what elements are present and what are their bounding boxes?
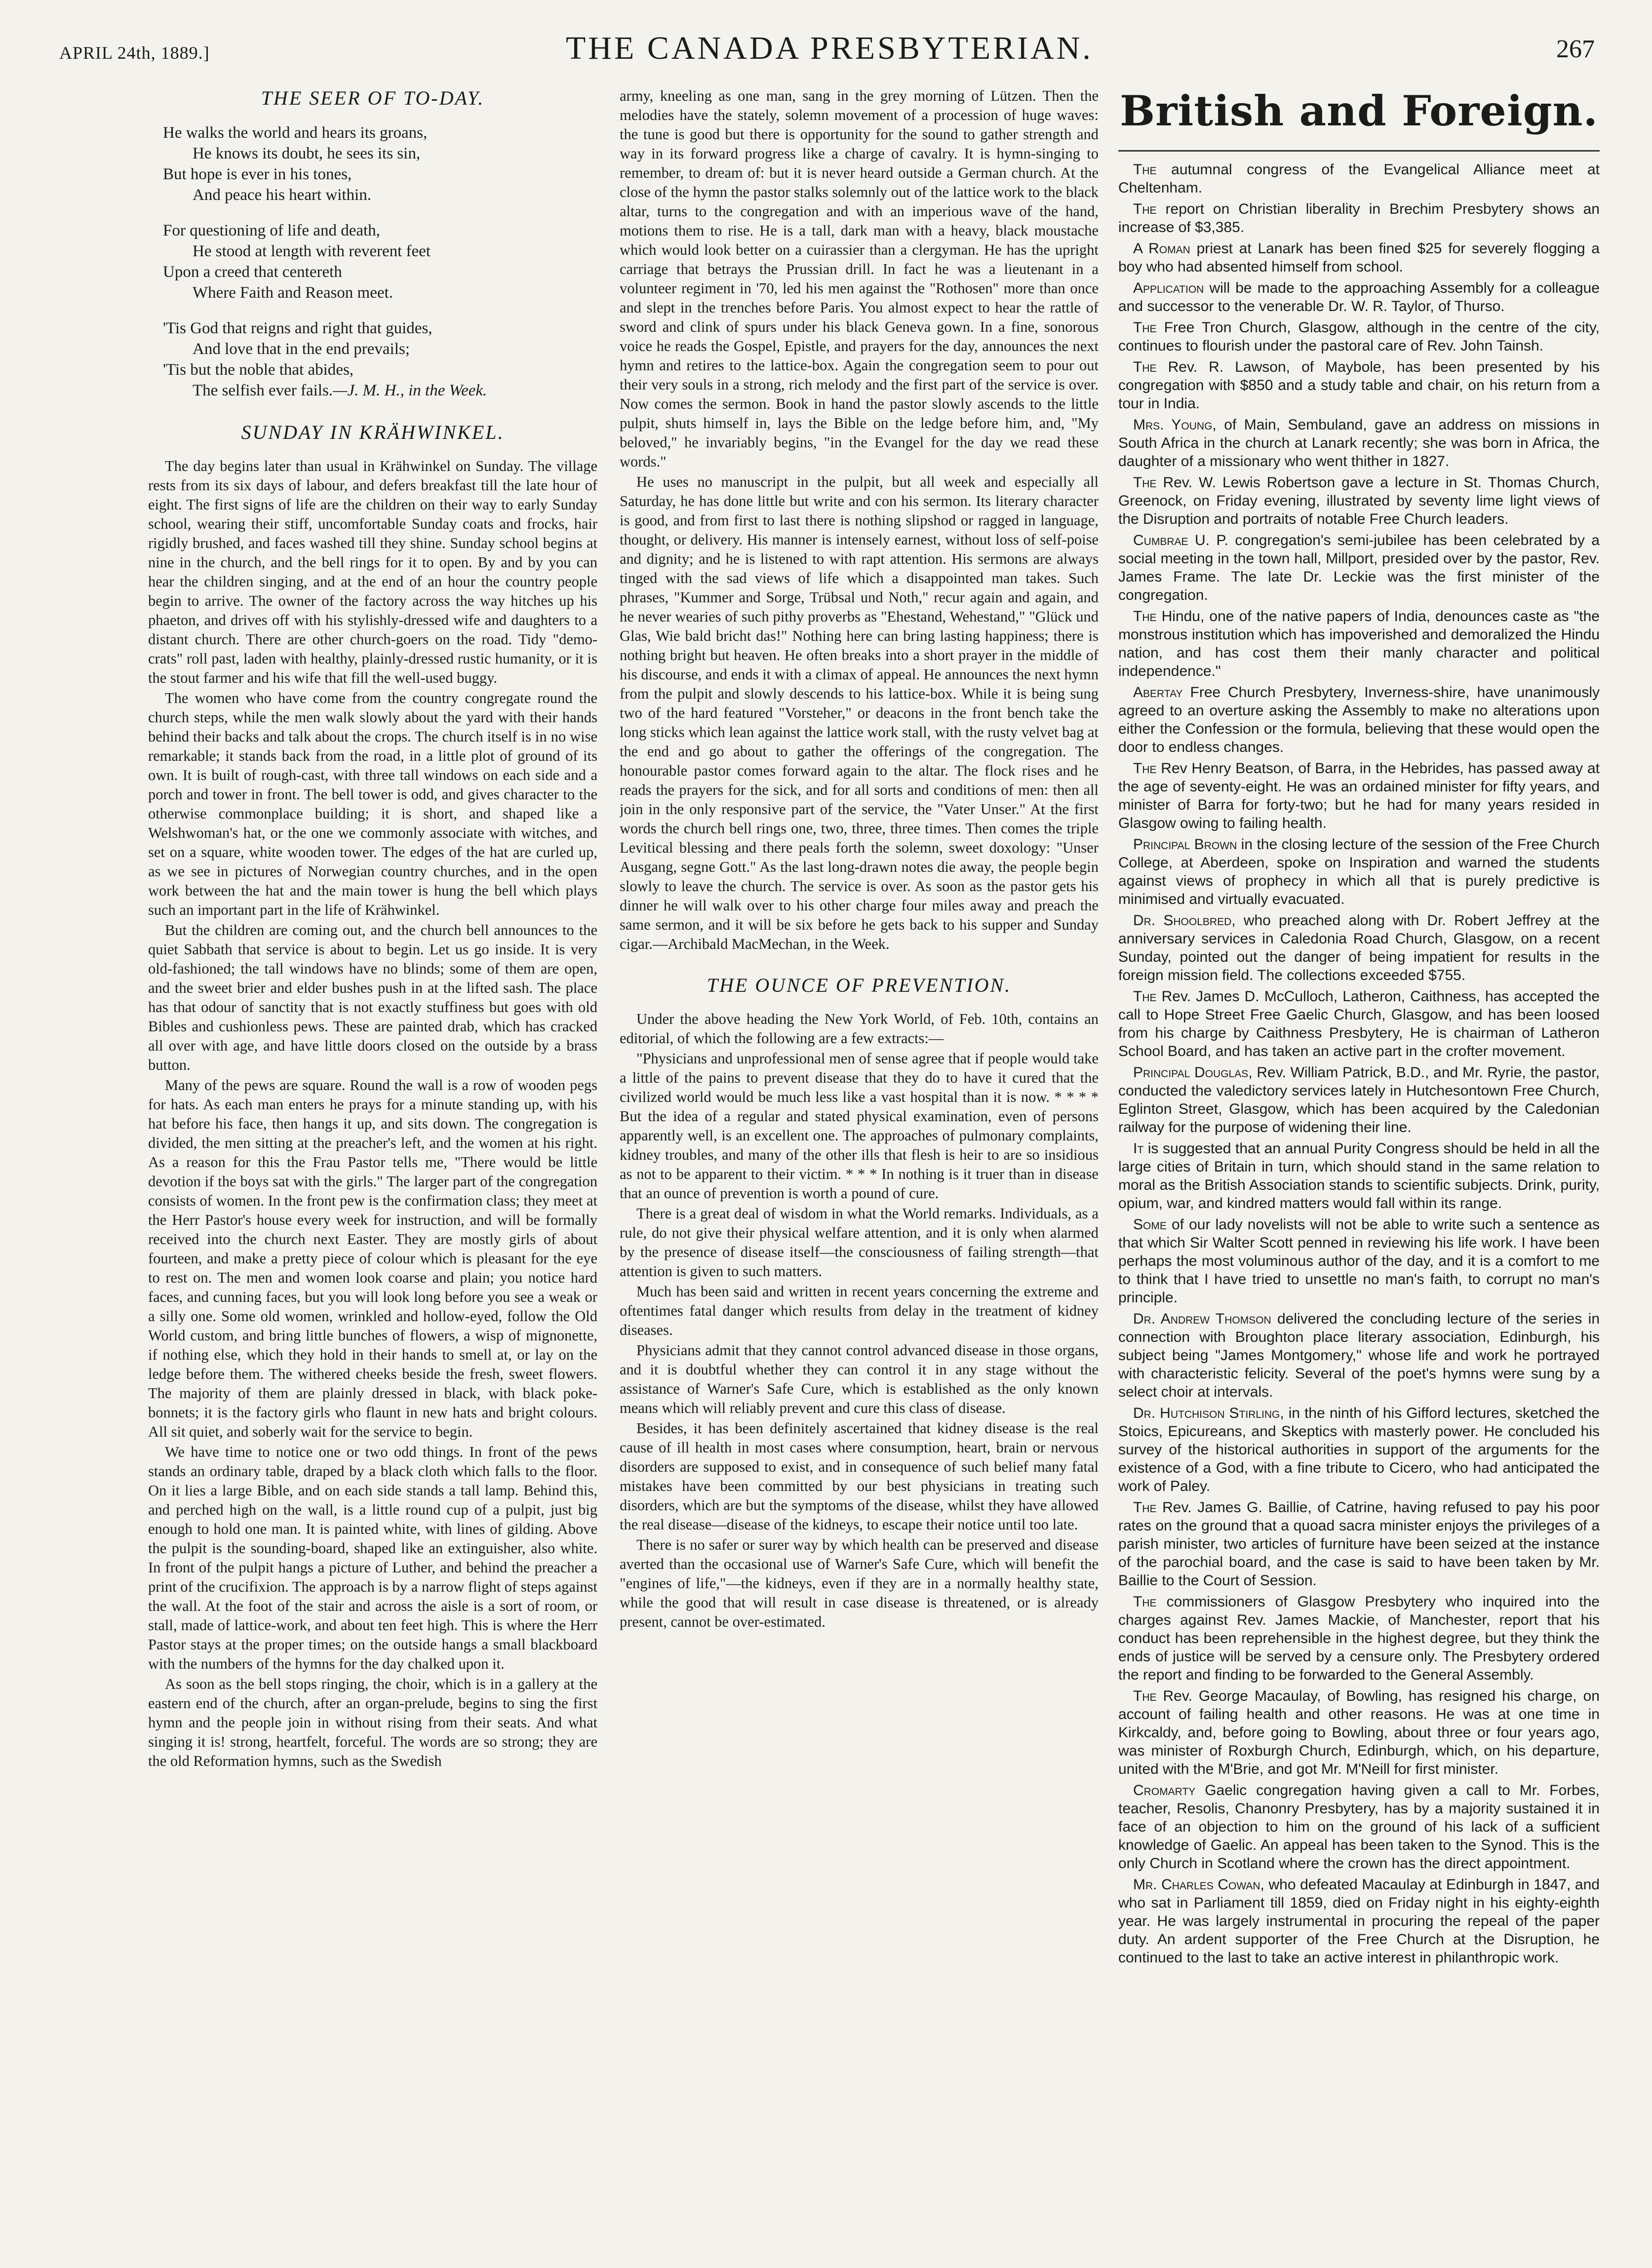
news-item <box>1118 1498 1600 1590</box>
poem-line: And love that in the end prevails; <box>193 340 410 358</box>
news-item-lead: Some <box>1133 1216 1167 1233</box>
news-item-lead: The <box>1133 201 1157 217</box>
poem-line-text: The selfish ever fails. <box>193 382 333 399</box>
column-right <box>1118 86 1600 2239</box>
news-item-text: is suggested that an annual Purity Congress should be held in all the large cities of Britain in turn, which should stand in the same relation to moral as the British Association stands to scientific subjects. Drink, purity, opium, war, and kindred matters would fall within its range. <box>1118 1140 1600 1212</box>
news-item-text: who preached along with Dr. Robert Jeffrey at the anniversary services in Caledonia Road Church, Glasgow, on a recent Sunday, pointed out the danger of being impatient for results in the foreign mission field. The collections exceeded $755. <box>1118 912 1600 983</box>
news-item <box>1118 1139 1600 1212</box>
news-item-text: autumnal congress of the Evangelical Alliance meet at Cheltenham. <box>1118 161 1600 196</box>
article-ounce <box>620 1010 1099 1632</box>
news-item-lead: The <box>1133 474 1157 491</box>
news-items <box>1118 160 1600 1967</box>
header-date: APRIL 24th, 1889.] <box>59 43 210 63</box>
news-item-text: commissioners of Glasgow Presbytery who inquired into the charges against Rev. James Mackie, of Manchester, report that his conduct has been reprehensible in the highest degree, but they think the ends of justice will be served by a censure only. The Presbytery ordered the report and finding to be forwarded to the General Assembly. <box>1118 1594 1600 1683</box>
news-item-text: of our lady novelists will not be able to write such a sentence as that which Sir Walter Scott penned in reviewing his life work. I have been perhaps the most voluminous author of the day, and it is a comfort to me to think that I have tried to unsettle no man's faith, to corrupt no man's principle. <box>1118 1216 1600 1306</box>
news-item <box>1118 318 1600 355</box>
poem-credit-source: in the Week. <box>408 382 487 399</box>
paragraph: There is a great deal of wisdom in what the World remarks. Individuals, as a rule, do not give their physical welfare attention, and it is only when alarmed by the presence of disease itself—the consciousness of failing strength—that attention is given to such matters. <box>620 1205 1099 1280</box>
news-item-lead: The <box>1133 1499 1157 1516</box>
article-title-ounce: THE OUNCE OF PREVENTION. <box>707 974 1012 996</box>
news-item-text: Hindu, one of the native papers of India, denounces caste as "the monstrous institution which has impoverished and demoralized the Hindu nation, and has cost them their manly character and political independence." <box>1118 608 1600 679</box>
news-item <box>1118 759 1600 832</box>
news-item-text: in the ninth of his Gifford lectures, sketched the Stoics, Epicureans, and Skeptics with masterly power. He concluded his survey of the historical authorities in support of the arguments for the existence of a God, with a fine tribute to Cicero, who had anticipated the work of Paley. <box>1118 1405 1600 1494</box>
news-item <box>1118 683 1600 756</box>
news-item <box>1118 358 1600 413</box>
paragraph: But the children are coming out, and the church bell announces to the quiet Sabbath that service is about to begin. Let us go inside. It is very old-fashioned; the tall windows have no blinds; some of them are open, and the sweet brier and elder bushes push in at the lifted sash. The place has that odour of sanctity that is not exactly stuffiness but goes with old Bibles and cushionless pews. These are painted drab, which has cracked all over with age, and have little doors closed on the outside by a brass button. <box>148 922 597 1073</box>
news-item-text: Free Tron Church, Glasgow, although in the centre of the city, continues to flourish under the pastoral care of Rev. John Tainsh. <box>1118 319 1600 354</box>
news-item-text: Rev. William Patrick, B.D., and Mr. Ryrie, the pastor, conducted the valedictory services lately in Hutchesontown Free Church, Eglinton Street, Glasgow, which has been acquired by the Caledonian railway for the purpose of widening their line. <box>1118 1064 1600 1135</box>
paragraph: army, kneeling as one man, sang in the grey morning of Lützen. Then the melodies have the stately, solemn movement of a procession of huge waves: the tune is good but there is opportunity for the sound to gather strength and way in its forward progress like a charge of cavalry. It is hymn-singing to remember, to dream of: but it is never heard outside a German church. At the close of the hymn the pastor stalks solemnly out of the lattice work to the black altar, turns to the congregation and with an imperious wave of the hand, motions them to rise. He is a tall, dark man with a heavy, black moustache which would look better on a cuirassier than a clergyman. He has the upright carriage that betrays the Prussian drill. In fact he was a lieutenant in a volunteer regiment in '70, led his men against the "Rothosen" more than once and slept in the trenches before Paris. You almost expect to hear the rattle of sword and clink of spurs under his black Geneva gown. In a fine, sonorous voice he reads the Gospel, Epistle, and prayers for the day, announces the next hymn and retires to the lattice-box. Again the congregation seem to pour out their very souls in a strong, rich melody and the first part of the service is over. Now comes the sermon. Book in hand the pastor slowly ascends to the little pulpit, shuts himself in, lays the Bible on the ledge before him, and, "My beloved," he invariably begins, "in the Evangel for the day we read these words." <box>620 87 1099 470</box>
poem-line: 'Tis God that reigns and right that guides, <box>163 319 433 337</box>
news-item-text: U. P. congregation's semi-jubilee has been celebrated by a social meeting in the town hall, Millport, presided over by the pastor, Rev. James Frame. The late Dr. Leckie was the first minister of the congregation. <box>1118 532 1600 603</box>
poem-line: He stood at length with reverent feet <box>193 242 431 260</box>
news-item-text: Rev. W. Lewis Robertson gave a lecture in St. Thomas Church, Greenock, on Friday evening, illustrated by seventy lime light views of the Disruption and portraits of notable Free Church leaders. <box>1118 474 1600 527</box>
news-item <box>1118 531 1600 604</box>
news-item-lead: Mr. Charles Cowan, <box>1133 1877 1264 1893</box>
news-item-lead: A Roman <box>1133 240 1190 257</box>
news-item-lead: It <box>1133 1140 1144 1157</box>
article-sunday-part1 <box>148 457 597 1771</box>
news-item-lead: The <box>1133 1688 1157 1704</box>
news-item-lead: Application <box>1133 280 1204 296</box>
poem-line: And peace his heart within. <box>193 186 371 204</box>
paragraph: The day begins later than usual in Krähwinkel on Sunday. The village rests from its six days of labour, and defers breakfast till the late hour of eight. The first signs of life are the children on their way to early Sunday school, wearing their stiff, uncomfortable Sunday coats and frocks, hair rigidly brushed, and faces washed till they shine. Sunday school begins at nine in the church, and the bell rings for it to open. By and by you can hear the children singing, and at the end of an hour the country people begin to arrive. The owner of the factory across the way hitches up his phaeton, and drives off with his stylishly-dressed wife and daughters to a distant church. There are other church-goers on the road. Tidy "demo-crats" roll past, laden with healthy, plainly-dressed rustic humanity, or it is the stout farmer and his wife that fill the well-used buggy. <box>148 458 597 686</box>
news-item-lead: Principal Douglas, <box>1133 1064 1253 1081</box>
masthead-title: THE CANADA PRESBYTERIAN. <box>566 30 1093 66</box>
paragraph: Besides, it has been definitely ascertained that kidney disease is the real cause of ill health in most cases where consumption, heart, brain or nervous disorders are supposed to exist, and in consequence of such belief many fatal mistakes have been committed by our best physicians in treating such disorders, which are but the symptoms of the disease, whilst they have allowed the real disease—disease of the kidneys, to escape their notice until too late. <box>620 1420 1099 1533</box>
paragraph: Physicians admit that they cannot control advanced disease in those organs, and it is doubtful whether they can control it in any stage without the assistance of Warner's Safe Cure, which is established as the only known means which will reliably prevent and cure this class of disease. <box>620 1342 1099 1416</box>
paragraph: He uses no manuscript in the pulpit, but all week and especially all Saturday, he has done little but write and con his sermon. Its literary character is good, and from first to last there is nothing slipshod or ragged in language, thought, or delivery. His manner is intensely earnest, without loss of self-poise and dignity; and he is listened to with rapt attention. His sermons are always tinged with the sad views of life which a disappointed man takes. Such phrases, "Kummer and Sorge, Trübsal und Noth," recur again and again, and he never wearies of such pithy proverbs as "Ehestand, Wehestand," "Glück und Glas, Wie bald bricht das!" Nothing here can bring lasting happiness; there is nothing bright but heaven. He often breaks into a short prayer in the middle of his discourse, and ends it with a climax of appeal. He announces the next hymn from the pulpit and slowly descends to his lattice-box. While it is being sung two of the hard featured "Vorsteher," or deacons in the front bench take the long sticks which lean against the lattice work stall, with the rusty velvet bag at the end and go about to gather the offerings of the congregation. The honourable pastor comes forward again to the altar. The flock rises and he reads the prayers for the sick, and for all sorts and conditions of men: then all join in the only responsive part of the service, the "Vater Unser." At the first words the church bell rings one, two, three, three times. Then comes the triple Levitical blessing and there peals forth the solemn, sweet doxology: "Unser Ausgang, segne Gott." As the last long-drawn notes die away, the people begin slowly to leave the church. The service is over. As soon as the pastor gets his dinner he will walk over to his other charge four miles away and preach the same sermon, and it will be six before he gets back to his supper and Sunday cigar.—Archibald MacMechan, in the Week. <box>620 473 1099 952</box>
poem-title: THE SEER OF TO-DAY. <box>261 87 485 109</box>
news-item <box>1118 1781 1600 1873</box>
news-item-text: report on Christian liberality in Brechim Presbytery shows an increase of $3,385. <box>1118 201 1600 235</box>
news-item-text: Rev Henry Beatson, of Barra, in the Hebrides, has passed away at the age of seventy-eight. He was an ordained minister for fifty years, and minister of Barra for forty-two; but he had for many years resided in Glasgow owing to failing health. <box>1118 760 1600 831</box>
heading-rule <box>1118 150 1600 152</box>
column-middle <box>620 86 1099 2239</box>
poem-body <box>163 122 597 401</box>
paragraph: "Physicians and unprofessional men of sense agree that if people would take a little of the pains to prevent disease that they do to have it cured that the civilized world would be much less like a vast hospital than it is now. * * * * But the idea of a regular and stated physical examination, even of persons apparently well, is an excellent one. The approaches of pulmonary complaints, kidney troubles, and many of the other ills that flesh is heir to are so insidious as not to be apparent to their victim. * * * In nothing is it truer than in disease that an ounce of prevention is worth a pound of cure. <box>620 1050 1099 1202</box>
news-item <box>1118 473 1600 528</box>
news-item <box>1118 279 1600 315</box>
news-item-lead: Mrs. Young, <box>1133 417 1217 433</box>
page-header <box>59 20 1600 84</box>
paragraph: As soon as the bell stops ringing, the choir, which is in a gallery at the eastern end of the church, after an organ-prelude, begins to sing the first hymn and the people join in without rising from their seats. And what singing it is! strong, heartfelt, forceful. The words are so strong; they are the old Reformation hymns, such as the Swedish <box>148 1676 597 1769</box>
poem-stanza <box>163 220 597 303</box>
news-item <box>1118 835 1600 908</box>
news-item <box>1118 160 1600 197</box>
poem-line <box>163 380 597 401</box>
poem-line: Upon a creed that centereth <box>163 263 342 281</box>
news-item-text: Rev. James D. McCulloch, Latheron, Caithness, has accepted the call to Hope Street Free Gaelic Church, Glasgow, and has been loosed from his charge by Caithness Presbytery, He is chairman of Latheron School Board, and has taken an active part in the crofter movement. <box>1118 988 1600 1059</box>
news-item <box>1118 1063 1600 1136</box>
news-item-lead: Cumbrae <box>1133 532 1188 548</box>
news-item <box>1118 607 1600 680</box>
news-item <box>1118 1215 1600 1307</box>
poem-line: 'Tis but the noble that abides, <box>163 361 354 379</box>
paragraph: We have time to notice one or two odd things. In front of the pews stands an ordinary table, draped by a black cloth which falls to the floor. On it lies a large Bible, and on each side stands a tall lamp. Behind this, and perched high on the wall, is a little round cup of a pulpit, just big enough to hold one man. It is painted white, with lines of gilding. Above the pulpit is the sounding-board, shaped like an extinguisher, also white. In front of the pulpit hangs a picture of Luther, and behind the preacher a print of the crucifixion. The approach is by a narrow flight of steps against the wall. At the foot of the stair and across the aisle is a sort of room, or stall, made of lattice-work, and about ten feet high. This is where the Herr Pastor stays at the proper times; on the outside hangs a small blackboard with the numbers of the hymns for the day chalked upon it. <box>148 1444 597 1672</box>
news-item-text: will be made to the approaching Assembly for a colleague and successor to the venerable Dr. W. R. Taylor, of Thurso. <box>1118 280 1600 314</box>
poem-line: He knows its doubt, he sees its sin, <box>193 145 421 162</box>
news-item-text: Rev. R. Lawson, of Maybole, has been presented by his congregation with $850 and a study table and chair, on his return from a tour in India. <box>1118 359 1600 412</box>
news-item-text: Free Church Presbytery, Inverness-shire, have unanimously agreed to an overture asking the Assembly to make no alterations upon either the Confession or the formula, believing that these would open the door to endless changes. <box>1118 684 1600 755</box>
poem-credit-author: —J. M. H., <box>333 382 404 399</box>
news-item-text: in the closing lecture of the session of the Free Church College, at Aberdeen, spoke on Inspiration and warned the students against views of prophecy in which all that is purely predictive is minimised and virtually evacuated. <box>1118 836 1600 907</box>
news-item-text: delivered the concluding lecture of the series in connection with Broughton place literary association, Edinburgh, his subject being "James Montgomery," whose life and work he portrayed with characteristic felicity. Several of the poet's hymns were sung by a select choir at intervals. <box>1118 1311 1600 1400</box>
news-item-text: who defeated Macaulay at Edinburgh in 1847, and who sat in Parliament till 1859, died on Friday night in his eighty-eighth year. He was largely instrumental in procuring the repeal of the paper duty. An ardent supporter of the Free Church at the Disruption, he continued to the last to take an active interest in philanthropic work. <box>1118 1877 1600 1966</box>
news-item <box>1118 1687 1600 1778</box>
news-item-lead: Abertay <box>1133 684 1183 701</box>
paragraph: The women who have come from the country congregate round the church steps, while the men walk slowly about the yard with their hands behind their backs and talk about the crops. The church itself is in no wise remarkable; it stands back from the road, in a little plot of ground of its own. It is built of rough-cast, with three tall windows on each side and a porch and tower in front. The bell tower is odd, and gives character to the otherwise commonplace building; it is short, and shaped like a Welshwoman's hat, or the one we commonly associate with witches, and set on a square, white wooden tower. The edges of the hat are curled up, as we see in pictures of Norwegian country churches, and in the open work between the hat and the main tower is hung the bell which plays such an important part in the life of Krähwinkel. <box>148 690 597 918</box>
news-item-lead: The <box>1133 359 1157 375</box>
british-foreign-heading: British and Foreign. <box>1120 86 1598 135</box>
column-left <box>148 86 597 2239</box>
poem-line: Where Faith and Reason meet. <box>193 284 393 302</box>
news-item <box>1118 911 1600 984</box>
poem-line: For questioning of life and death, <box>163 222 380 239</box>
news-item-lead: The <box>1133 988 1157 1005</box>
news-item-lead: The <box>1133 760 1157 777</box>
news-item-lead: Dr. Shoolbred, <box>1133 912 1236 929</box>
news-item-lead: The <box>1133 1594 1157 1610</box>
news-item-lead: The <box>1133 608 1157 625</box>
poem-line: He walks the world and hears its groans, <box>163 124 428 142</box>
news-item-text: priest at Lanark has been fined $25 for severely flogging a boy who had absented himself from school. <box>1118 240 1600 275</box>
news-item-lead: Dr. Hutchison Stirling, <box>1133 1405 1284 1421</box>
paragraph: Many of the pews are square. Round the wall is a row of wooden pegs for hats. As each man enters he prays for a minute standing up, with his hat before his face, then hangs it up, and sits down. The congregation is divided, the men sitting at the preacher's left, and the women at his right. As a reason for this the Frau Pastor tells me, "There would be little devotion if the boys sat with the girls." The larger part of the congregation consists of women. In the front pew is the confirmation class; they meet at the Herr Pastor's house every week for instruction, and will be formally received into the church next Easter. They are mostly girls of about fourteen, and make a pretty piece of colour which is pleasant for the eye to rest on. The men and women look coarse and plain; you notice hard faces, and cunning faces, but you will look long before you see a weak or a silly one. Some old women, wrinkled and hollow-eyed, follow the Old World custom, and bring little bunches of flowers, a wisp of mignonette, if nothing else, which they hold in their hands to smell at, or lay on the ledge before them. The withered cheeks beside the fresh, sweet flowers. The majority of them are plainly dressed in black, with black poke-bonnets; it is the factory girls who flaunt in new hats and bright colours. All sit quiet, and soberly wait for the service to begin. <box>148 1077 597 1440</box>
news-item-lead: The <box>1133 319 1157 336</box>
paragraph: There is no safer or surer way by which health can be preserved and disease averted than the occasional use of Warner's Safe Cure, which will benefit the "engines of life,"—the kidneys, even if they are in a normally healthy state, while the good that will result in case disease is threatened, or is already present, cannot be over-estimated. <box>620 1536 1099 1630</box>
news-item-lead: Dr. Andrew Thomson <box>1133 1311 1271 1327</box>
news-item <box>1118 987 1600 1060</box>
news-item <box>1118 1404 1600 1495</box>
poem-line: But hope is ever in his tones, <box>163 165 352 183</box>
news-item <box>1118 200 1600 236</box>
article-sunday-part2 <box>620 86 1099 954</box>
news-item-lead: Principal Brown <box>1133 836 1237 853</box>
news-item <box>1118 239 1600 276</box>
paragraph: Under the above heading the New York World, of Feb. 10th, contains an editorial, of which the following are a few extracts:— <box>620 1011 1099 1047</box>
news-item <box>1118 1593 1600 1684</box>
news-item-text: Rev. George Macaulay, of Bowling, has resigned his charge, on account of failing health and other reasons. He was at one time in Kirkcaldy, and, before going to Bowling, about three or four years ago, was minister of Roxburgh Church, Edinburgh, which, on his departure, united with the M'Brie, and got Mr. M'Neill for first minister. <box>1118 1688 1600 1777</box>
poem-stanza <box>163 318 597 401</box>
news-item-lead: Cromarty <box>1133 1782 1196 1799</box>
news-item <box>1118 1876 1600 1967</box>
news-item <box>1118 416 1600 470</box>
news-item <box>1118 1310 1600 1401</box>
news-item-text: Rev. James G. Baillie, of Catrine, having refused to pay his poor rates on the ground that a quoad sacra minister enjoys the privileges of a parish minister, two articles of furniture have been seized at the instance of the parochial board, and the case is said to have been taken by Mr. Baillie to the Court of Session. <box>1118 1499 1600 1589</box>
article-title-sunday: SUNDAY IN KRÄHWINKEL. <box>241 421 505 443</box>
news-item-lead: The <box>1133 161 1157 178</box>
paragraph: Much has been said and written in recent years concerning the extreme and oftentimes fatal danger which results from delay in the treatment of kidney diseases. <box>620 1283 1099 1338</box>
page-number: 267 <box>1556 35 1595 63</box>
poem-stanza <box>163 122 597 205</box>
news-item-text: of Main, Sembuland, gave an address on missions in South Africa in the church at Lanark recently; she was born in Africa, the daughter of a missionary who went thither in 1827. <box>1118 417 1600 469</box>
news-item-text: Gaelic congregation having given a call to Mr. Forbes, teacher, Resolis, Chanonry Presbytery, has by a majority sustained it in face of an objection to him on the ground of his lack of a sufficient knowledge of Gaelic. An appeal has been taken to the Synod. This is the only Church in Scotland where the crown has the direct appointment. <box>1118 1782 1600 1872</box>
